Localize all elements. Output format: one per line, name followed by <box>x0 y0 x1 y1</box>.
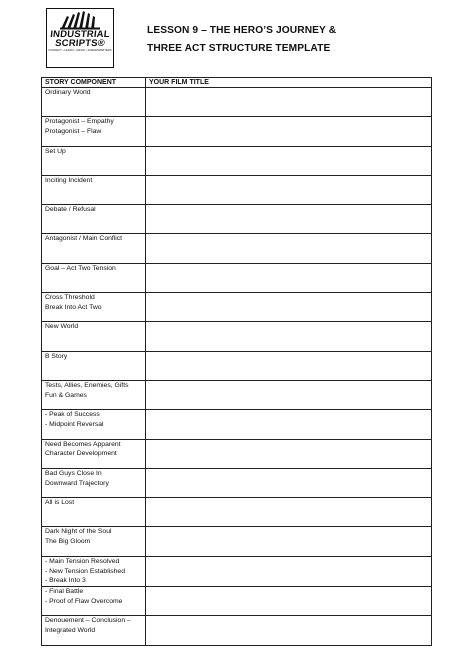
logo-tagline: CONNECT • LEARN • GROW • SCREENWRITERS <box>48 49 112 52</box>
film-entry-cell[interactable] <box>146 293 432 322</box>
story-component-cell <box>42 117 146 146</box>
story-component-label: - Break Into 3 <box>45 577 86 585</box>
story-component-cell <box>42 351 146 380</box>
story-component-label: - Peak of Success <box>45 411 100 419</box>
table-row <box>42 146 432 175</box>
film-entry-cell[interactable] <box>146 322 432 351</box>
story-component-cell <box>42 146 146 175</box>
story-component-label: Dark Night of the Soul <box>45 528 112 536</box>
story-component-label: B Story <box>45 352 68 360</box>
table-row <box>42 410 432 439</box>
story-component-label: Downward Trajectory <box>45 479 109 487</box>
table-row <box>42 556 432 586</box>
story-component-cell <box>42 498 146 527</box>
title-line-1: LESSON 9 – THE HERO’S JOURNEY & <box>147 25 337 36</box>
story-component-label: Character Development <box>45 450 117 458</box>
table-row <box>42 117 432 146</box>
story-component-cell <box>42 587 146 616</box>
story-component-label: Break Into Act Two <box>45 303 102 311</box>
film-entry-cell[interactable] <box>146 527 432 556</box>
story-component-label: Integrated World <box>45 627 96 635</box>
table-row <box>42 527 432 556</box>
film-entry-cell[interactable] <box>146 263 432 292</box>
story-component-label: - Midpoint Reversal <box>45 421 104 429</box>
page-title <box>147 22 336 58</box>
story-component-label: New World <box>45 323 79 331</box>
story-component-cell <box>42 234 146 263</box>
story-component-label: Protagonist – Flaw <box>45 128 102 136</box>
industrial-scripts-logo <box>46 8 114 68</box>
table-row <box>42 380 432 409</box>
story-component-cell <box>42 322 146 351</box>
film-reel-icon <box>57 10 103 30</box>
table-row <box>42 293 432 322</box>
story-component-cell <box>42 205 146 234</box>
table-row <box>42 175 432 204</box>
story-component-label: Goal – Act Two Tension <box>45 264 116 272</box>
film-entry-cell[interactable] <box>146 556 432 586</box>
story-component-cell <box>42 439 146 468</box>
film-entry-cell[interactable] <box>146 351 432 380</box>
story-component-label: Need Becomes Apparent <box>45 440 121 448</box>
table-row <box>42 498 432 527</box>
story-component-label: - New Tension Established <box>45 567 125 575</box>
table-header-row <box>42 78 432 88</box>
table-row <box>42 351 432 380</box>
story-component-label: Debate / Refusal <box>45 206 96 214</box>
film-entry-cell[interactable] <box>146 468 432 497</box>
story-component-label: Inciting Incident <box>45 176 93 184</box>
table-row <box>42 468 432 497</box>
table-row <box>42 439 432 468</box>
story-component-label: Cross Threshold <box>45 294 95 302</box>
film-entry-cell[interactable] <box>146 234 432 263</box>
story-component-cell <box>42 175 146 204</box>
film-entry-cell[interactable] <box>146 88 432 117</box>
story-component-label: Ordinary World <box>45 89 91 96</box>
film-entry-cell[interactable] <box>146 117 432 146</box>
title-line-2: THREE ACT STRUCTURE TEMPLATE <box>147 43 331 54</box>
table-row <box>42 234 432 263</box>
story-component-cell <box>42 88 146 117</box>
story-component-label: Protagonist – Empathy <box>45 118 114 126</box>
story-component-header: STORY COMPONENT <box>42 78 146 88</box>
film-entry-cell[interactable] <box>146 205 432 234</box>
story-component-label: Fun & Games <box>45 391 87 399</box>
story-component-cell <box>42 410 146 439</box>
story-component-cell <box>42 380 146 409</box>
story-component-label: Set Up <box>45 147 66 155</box>
story-component-label: - Main Tension Resolved <box>45 557 120 565</box>
story-component-label: Denouement – Conclusion – <box>45 617 131 625</box>
film-entry-cell[interactable] <box>146 587 432 616</box>
film-entry-cell[interactable] <box>146 175 432 204</box>
logo-line-1: INDUSTRIAL <box>49 29 111 40</box>
story-component-label: The Big Gloom <box>45 538 91 546</box>
film-entry-cell[interactable] <box>146 439 432 468</box>
story-component-label: Antagonist / Main Conflict <box>45 235 123 243</box>
story-component-label: Bad Guys Close In <box>45 469 102 477</box>
logo-line-2: SCRIPTS® <box>54 38 106 49</box>
story-component-cell <box>42 293 146 322</box>
film-entry-cell[interactable] <box>146 616 432 645</box>
table-row <box>42 587 432 616</box>
table-row <box>42 322 432 351</box>
story-structure-table <box>41 77 432 646</box>
story-component-cell <box>42 556 146 586</box>
story-component-label: Tests, Allies, Enemies, Gifts <box>45 381 129 389</box>
film-entry-cell[interactable] <box>146 146 432 175</box>
story-component-label: All is Lost <box>45 499 75 507</box>
table-row <box>42 205 432 234</box>
story-component-label: - Proof of Flaw Overcome <box>45 597 123 605</box>
story-component-cell <box>42 616 146 645</box>
story-component-cell <box>42 468 146 497</box>
film-entry-cell[interactable] <box>146 380 432 409</box>
story-component-cell <box>42 263 146 292</box>
story-component-cell <box>42 527 146 556</box>
film-entry-cell[interactable] <box>146 410 432 439</box>
table-row <box>42 616 432 645</box>
film-title-header: YOUR FILM TITLE <box>146 78 432 88</box>
table-row <box>42 88 432 117</box>
film-entry-cell[interactable] <box>146 498 432 527</box>
table-row <box>42 263 432 292</box>
story-component-label: - Final Battle <box>45 588 84 596</box>
